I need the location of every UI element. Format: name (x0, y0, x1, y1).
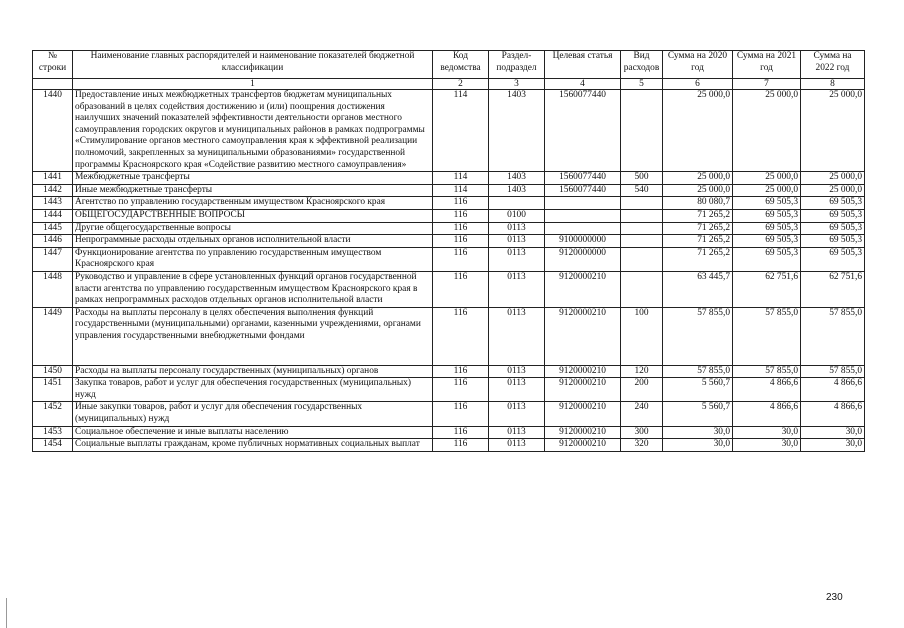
cell-sum-2022: 25 000,0 (801, 172, 865, 185)
table-row (33, 402, 865, 426)
cell-type: 240 (621, 402, 663, 426)
cell-name: Иные межбюджетные трансферты (73, 184, 433, 197)
cell-dept: 116 (433, 247, 489, 271)
cell-target: 1560077440 (545, 90, 621, 172)
cell-sum-2020: 25 000,0 (663, 184, 733, 197)
column-number: 2 (433, 79, 489, 90)
cell-sum-2021: 30,0 (733, 426, 801, 439)
cell-row-no: 1443 (33, 197, 73, 210)
cell-dept: 116 (433, 222, 489, 235)
cell-sum-2020: 63 445,7 (663, 271, 733, 307)
scan-margin-line (6, 598, 7, 628)
cell-sum-2020: 57 855,0 (663, 307, 733, 365)
cell-sum-2020: 5 560,7 (663, 402, 733, 426)
cell-type: 320 (621, 439, 663, 452)
column-number (33, 79, 73, 90)
cell-name: Руководство и управление в сфере установленных функций органов государственной власти агентства по управлению государственным имуществом Красноярского края в рамках непрограммных расходов отдельных органов исполнительной власти (73, 271, 433, 307)
column-number: 3 (489, 79, 545, 90)
cell-target: 9100000000 (545, 235, 621, 248)
cell-sum-2020: 25 000,0 (663, 172, 733, 185)
cell-row-no: 1450 (33, 365, 73, 378)
cell-dept: 116 (433, 209, 489, 222)
cell-type (621, 222, 663, 235)
header-name: Наименование главных распорядителей и наименование показателей бюджетной классификации (73, 51, 433, 79)
header-sum-2020: Сумма на 2020 год (663, 51, 733, 79)
cell-type: 540 (621, 184, 663, 197)
table-row (33, 235, 865, 248)
cell-type: 100 (621, 307, 663, 365)
cell-target: 9120000000 (545, 247, 621, 271)
cell-section: 0113 (489, 439, 545, 452)
header-target: Целевая статья (545, 51, 621, 79)
cell-sum-2020: 71 265,2 (663, 222, 733, 235)
cell-section: 0113 (489, 271, 545, 307)
cell-sum-2022: 69 505,3 (801, 197, 865, 210)
cell-section: 0113 (489, 365, 545, 378)
page-number: 230 (826, 592, 843, 603)
cell-sum-2020: 25 000,0 (663, 90, 733, 172)
cell-sum-2022: 4 866,6 (801, 378, 865, 402)
column-number: 1 (73, 79, 433, 90)
cell-sum-2021: 69 505,3 (733, 209, 801, 222)
cell-sum-2020: 80 080,7 (663, 197, 733, 210)
cell-target (545, 209, 621, 222)
cell-sum-2022: 62 751,6 (801, 271, 865, 307)
table-row (33, 247, 865, 271)
cell-dept: 116 (433, 271, 489, 307)
column-number: 7 (733, 79, 801, 90)
cell-name: Агентство по управлению государственным имуществом Красноярского края (73, 197, 433, 210)
cell-dept: 116 (433, 439, 489, 452)
cell-section (489, 197, 545, 210)
cell-dept: 116 (433, 426, 489, 439)
cell-name: Другие общегосударственные вопросы (73, 222, 433, 235)
header-expense-type: Вид расходов (621, 51, 663, 79)
cell-name: Иные закупки товаров, работ и услуг для обеспечения государственных (муниципальных) нужд (73, 402, 433, 426)
cell-name: ОБЩЕГОСУДАРСТВЕННЫЕ ВОПРОСЫ (73, 209, 433, 222)
cell-sum-2022: 25 000,0 (801, 184, 865, 197)
cell-section: 0113 (489, 235, 545, 248)
cell-dept: 116 (433, 197, 489, 210)
cell-row-no: 1448 (33, 271, 73, 307)
cell-type (621, 235, 663, 248)
cell-sum-2022: 30,0 (801, 426, 865, 439)
cell-name: Предоставление иных межбюджетных трансфертов бюджетам муниципальных образований в целях содействия достижению и (или) поощрения достижения наилучших значений показателей эффективности деятельности органов местного самоуправления городских округов и муниципальных районов в рамках подпрограммы «Стимулирование органов местного самоуправления края к эффективной реализации полномочий, закрепленных за муниципальными образованиями» государственной программы Красноярского края «Содействие развитию местного самоуправления» (73, 90, 433, 172)
table-row (33, 307, 865, 365)
cell-row-no: 1454 (33, 439, 73, 452)
cell-section: 0113 (489, 222, 545, 235)
table-row (33, 172, 865, 185)
cell-section: 0100 (489, 209, 545, 222)
cell-sum-2021: 30,0 (733, 439, 801, 452)
cell-section: 1403 (489, 184, 545, 197)
header-sum-2022: Сумма на 2022 год (801, 51, 865, 79)
cell-sum-2020: 71 265,2 (663, 209, 733, 222)
cell-row-no: 1447 (33, 247, 73, 271)
cell-name: Межбюджетные трансферты (73, 172, 433, 185)
cell-sum-2021: 4 866,6 (733, 378, 801, 402)
cell-dept: 116 (433, 235, 489, 248)
cell-row-no: 1444 (33, 209, 73, 222)
cell-sum-2021: 25 000,0 (733, 172, 801, 185)
cell-dept: 114 (433, 184, 489, 197)
cell-type: 120 (621, 365, 663, 378)
column-number: 4 (545, 79, 621, 90)
cell-dept: 116 (433, 365, 489, 378)
cell-sum-2021: 62 751,6 (733, 271, 801, 307)
cell-row-no: 1446 (33, 235, 73, 248)
cell-sum-2021: 69 505,3 (733, 197, 801, 210)
cell-name: Расходы на выплаты персоналу в целях обеспечения выполнения функций государственными (муниципальными) органами, казенными учреждениями, органами управления государственными внебюджетными фондами (73, 307, 433, 365)
table-row (33, 197, 865, 210)
cell-sum-2022: 4 866,6 (801, 402, 865, 426)
cell-sum-2020: 71 265,2 (663, 247, 733, 271)
table-row (33, 184, 865, 197)
cell-row-no: 1441 (33, 172, 73, 185)
cell-section: 0113 (489, 426, 545, 439)
cell-sum-2021: 25 000,0 (733, 184, 801, 197)
cell-name: Социальные выплаты гражданам, кроме публичных нормативных социальных выплат (73, 439, 433, 452)
table-row (33, 426, 865, 439)
cell-sum-2022: 69 505,3 (801, 235, 865, 248)
cell-sum-2021: 69 505,3 (733, 247, 801, 271)
table-row (33, 222, 865, 235)
cell-target: 9120000210 (545, 402, 621, 426)
cell-row-no: 1452 (33, 402, 73, 426)
cell-type: 300 (621, 426, 663, 439)
cell-target: 1560077440 (545, 184, 621, 197)
table-row (33, 90, 865, 172)
cell-sum-2021: 57 855,0 (733, 307, 801, 365)
cell-row-no: 1453 (33, 426, 73, 439)
cell-sum-2021: 4 866,6 (733, 402, 801, 426)
cell-name: Социальное обеспечение и иные выплаты населению (73, 426, 433, 439)
cell-sum-2022: 30,0 (801, 439, 865, 452)
cell-row-no: 1442 (33, 184, 73, 197)
cell-type (621, 197, 663, 210)
cell-target: 9120000210 (545, 439, 621, 452)
cell-sum-2022: 69 505,3 (801, 222, 865, 235)
cell-target: 9120000210 (545, 378, 621, 402)
cell-dept: 114 (433, 172, 489, 185)
cell-section: 1403 (489, 90, 545, 172)
cell-sum-2021: 25 000,0 (733, 90, 801, 172)
cell-dept: 114 (433, 90, 489, 172)
cell-row-no: 1440 (33, 90, 73, 172)
header-section: Раздел-подраздел (489, 51, 545, 79)
cell-target: 9120000210 (545, 307, 621, 365)
cell-row-no: 1451 (33, 378, 73, 402)
budget-table (32, 50, 865, 452)
cell-target: 9120000210 (545, 426, 621, 439)
cell-target: 9120000210 (545, 365, 621, 378)
cell-sum-2022: 69 505,3 (801, 247, 865, 271)
cell-type (621, 247, 663, 271)
table-row (33, 271, 865, 307)
cell-row-no: 1449 (33, 307, 73, 365)
column-number: 8 (801, 79, 865, 90)
cell-sum-2021: 57 855,0 (733, 365, 801, 378)
cell-sum-2021: 69 505,3 (733, 222, 801, 235)
cell-type: 200 (621, 378, 663, 402)
cell-section: 0113 (489, 307, 545, 365)
header-dept-code: Код ведомства (433, 51, 489, 79)
cell-type: 500 (621, 172, 663, 185)
cell-section: 0113 (489, 247, 545, 271)
column-number-row (33, 79, 865, 90)
cell-type (621, 271, 663, 307)
cell-section: 1403 (489, 172, 545, 185)
cell-row-no: 1445 (33, 222, 73, 235)
cell-sum-2022: 57 855,0 (801, 307, 865, 365)
column-number: 6 (663, 79, 733, 90)
cell-sum-2020: 57 855,0 (663, 365, 733, 378)
cell-sum-2020: 30,0 (663, 439, 733, 452)
table-row (33, 209, 865, 222)
cell-sum-2022: 57 855,0 (801, 365, 865, 378)
cell-name: Расходы на выплаты персоналу государственных (муниципальных) органов (73, 365, 433, 378)
cell-sum-2020: 71 265,2 (663, 235, 733, 248)
cell-name: Функционирование агентства по управлению государственным имуществом Красноярского края (73, 247, 433, 271)
cell-target: 1560077440 (545, 172, 621, 185)
cell-sum-2020: 30,0 (663, 426, 733, 439)
table-header-row (33, 51, 865, 79)
cell-sum-2022: 69 505,3 (801, 209, 865, 222)
cell-sum-2021: 69 505,3 (733, 235, 801, 248)
cell-dept: 116 (433, 402, 489, 426)
cell-dept: 116 (433, 378, 489, 402)
cell-section: 0113 (489, 402, 545, 426)
cell-type (621, 90, 663, 172)
cell-dept: 116 (433, 307, 489, 365)
cell-target (545, 222, 621, 235)
cell-target: 9120000210 (545, 271, 621, 307)
cell-sum-2020: 5 560,7 (663, 378, 733, 402)
table-row (33, 365, 865, 378)
header-sum-2021: Сумма на 2021 год (733, 51, 801, 79)
table-row (33, 439, 865, 452)
cell-target (545, 197, 621, 210)
cell-name: Закупка товаров, работ и услуг для обеспечения государственных (муниципальных) нужд (73, 378, 433, 402)
cell-section: 0113 (489, 378, 545, 402)
cell-sum-2022: 25 000,0 (801, 90, 865, 172)
header-row-no: № строки (33, 51, 73, 79)
cell-name: Непрограммные расходы отдельных органов исполнительной власти (73, 235, 433, 248)
table-row (33, 378, 865, 402)
column-number: 5 (621, 79, 663, 90)
cell-type (621, 209, 663, 222)
